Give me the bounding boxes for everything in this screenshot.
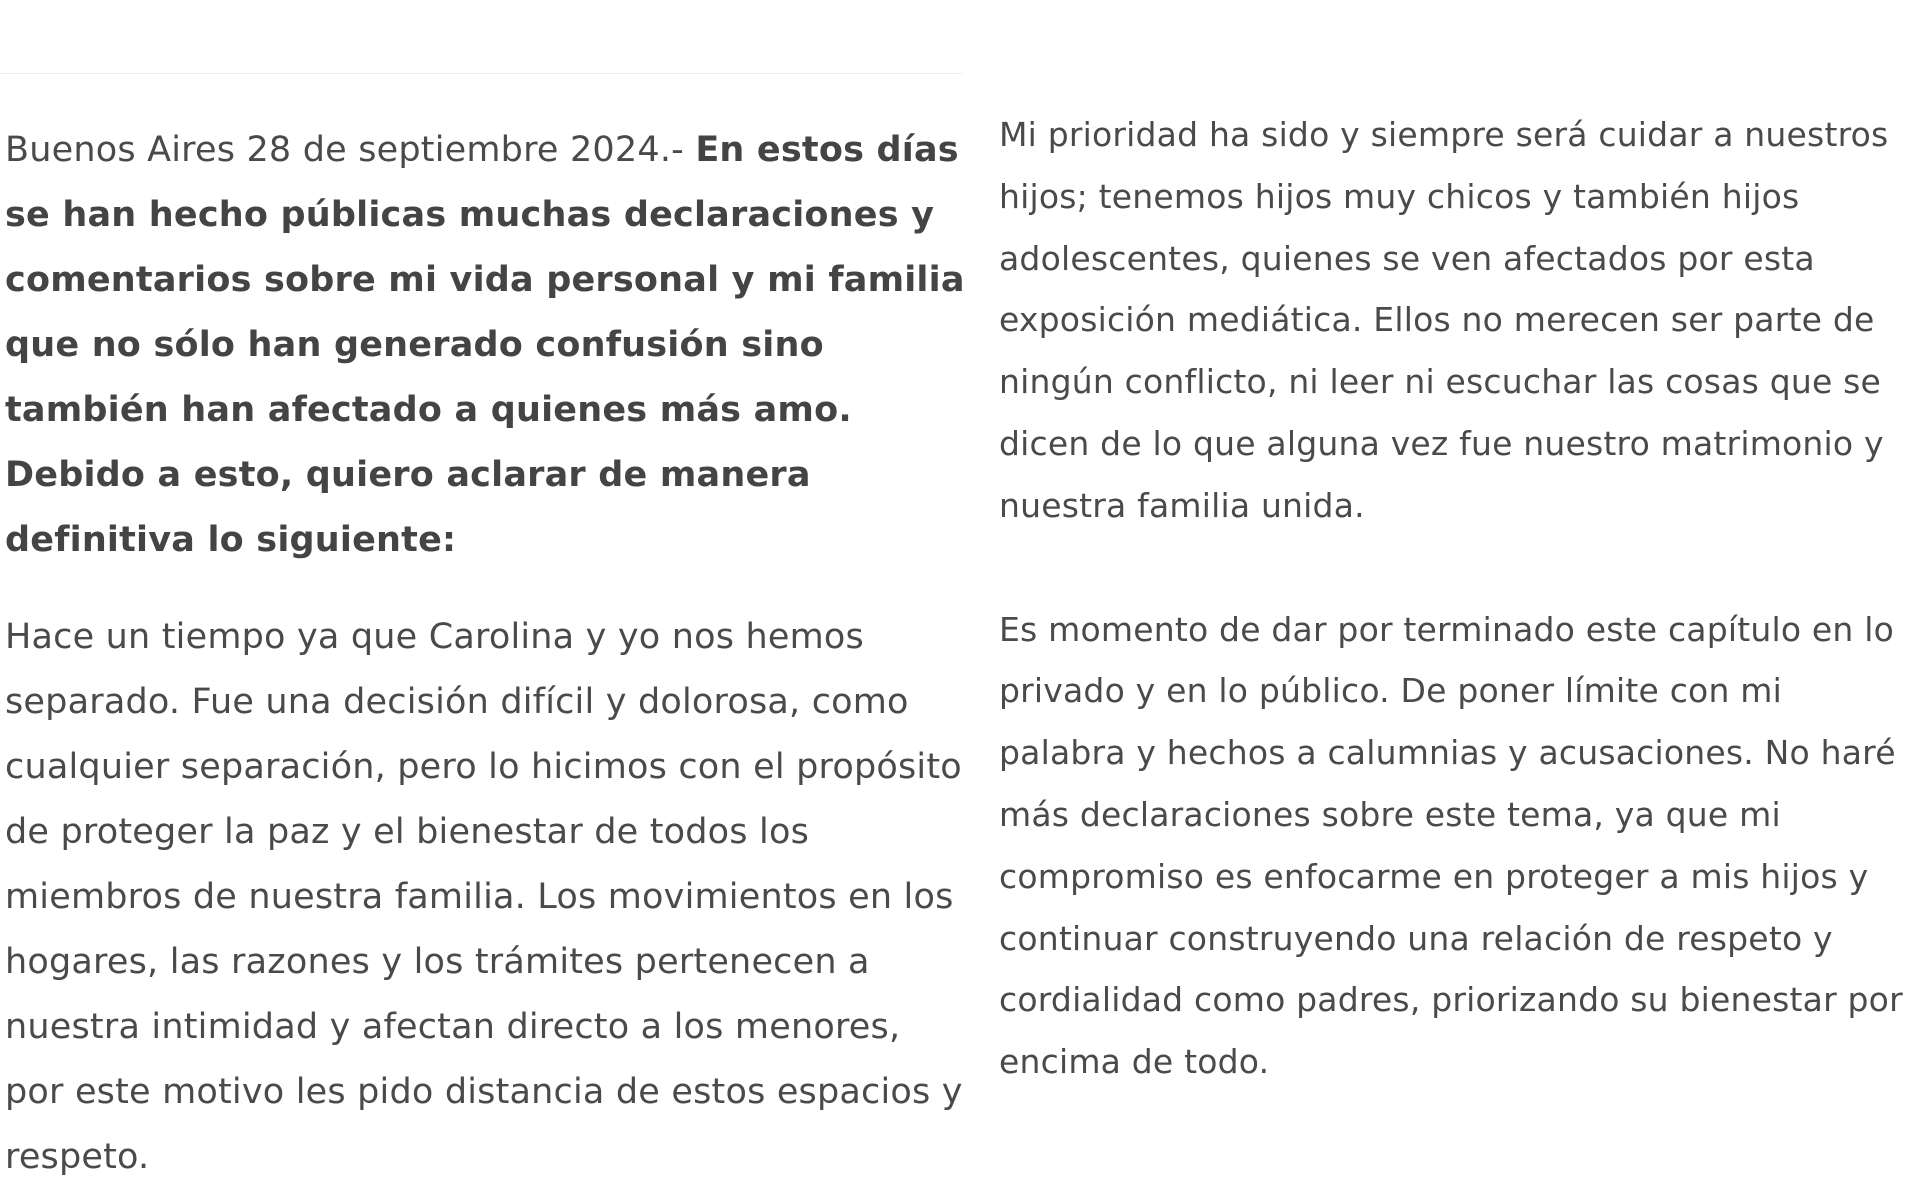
top-divider [0, 73, 963, 74]
separation-paragraph: Hace un tiempo ya que Carolina y yo nos hemos separado. Fue una decisión difícil y dolorosa, como cualquier separación, pero lo hicimos con el propósito de proteger la paz y el bienestar de todos los miembros de nuestra familia. Los movimientos en los hogares, las razones y los trámites pertenecen a nuestra intimidad y afectan directo a los menores, por este motivo les pido distancia de estos espacios y respeto. [5, 617, 963, 1177]
statement-right-column [999, 104, 1919, 1093]
closing-paragraph: Es momento de dar por terminado este capítulo en lo privado y en lo público. De poner límite con mi palabra y hechos a calumnias y acusaciones. No haré más declaraciones sobre este tema, ya que mi compromiso es enfocarme en proteger a mis hijos y continuar construyendo una relación de respeto y cordialidad como padres, priorizando su bienestar por encima de todo. [999, 609, 1903, 1082]
priority-paragraph: Mi prioridad ha sido y siempre será cuidar a nuestros hijos; tenemos hijos muy chicos y también hijos adolescentes, quienes se ven afectados por esta exposición mediática. Ellos no merecen ser parte de ningún conflicto, ni leer ni escuchar las cosas que se dicen de lo que alguna vez fue nuestro matrimonio y nuestra familia unida. [999, 115, 1889, 525]
statement-left-column [5, 118, 965, 1190]
intro-paragraph [5, 118, 965, 573]
dateline: Buenos Aires 28 de septiembre 2024.- [5, 130, 696, 170]
intro-bold-text: En estos días se han hecho públicas muchas declaraciones y comentarios sobre mi vida personal y mi familia que no sólo han generado confusión sino también han afectado a quienes más amo. Debido a esto, quiero aclarar de manera definitiva lo siguiente: [5, 130, 965, 560]
